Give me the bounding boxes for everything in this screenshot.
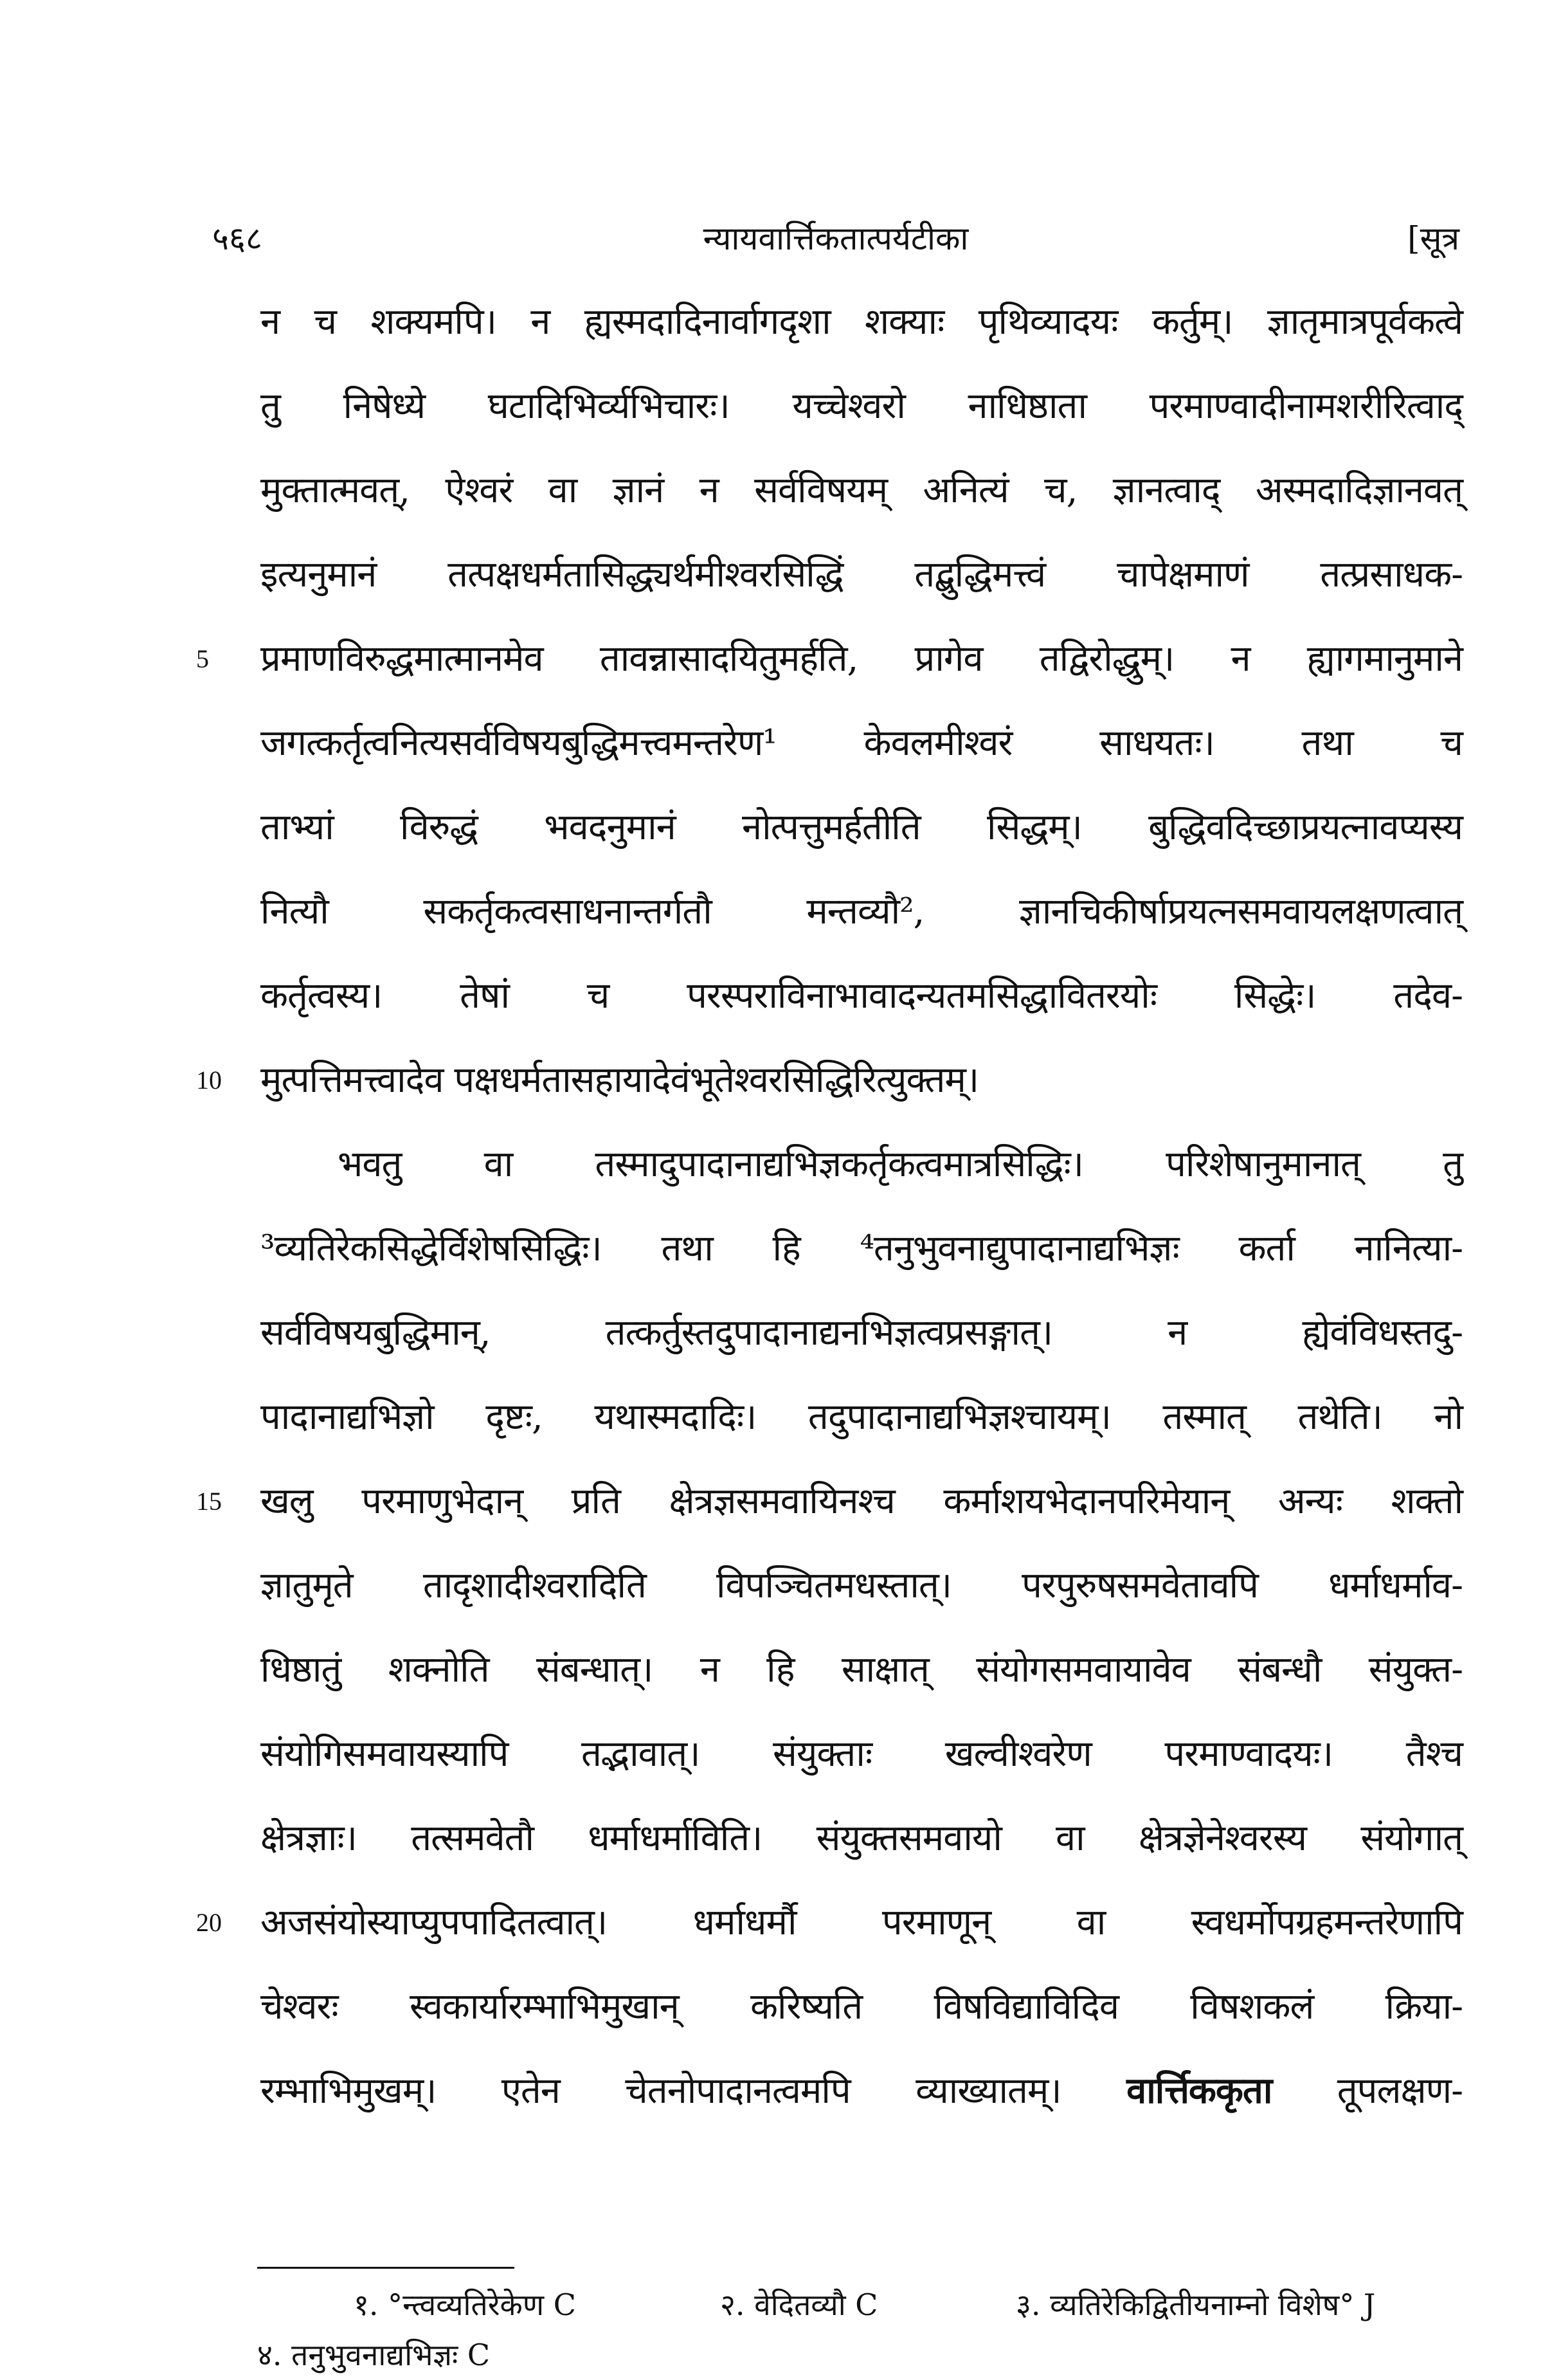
line-text: ताभ्यां विरुद्धं भवदनुमानं नोत्पत्तुमर्हतीति सिद्धम्। बुद्धिवदिच्छाप्रयत्नावप्यस्य [260,806,1463,848]
line-text: भवतु वा तस्मादुपादानाद्यभिज्ञकर्तृकत्वमात्रसिद्धिः। परिशेषानुमानात् तु [338,1143,1463,1185]
page-number: ५६८ [212,220,262,257]
footnote-1: १. °न्त्वव्यतिरेकेण C [354,2287,576,2322]
footnote-2: २. वेदितव्यौ C [720,2287,878,2322]
line-text: तु निषेध्ये घटादिभिर्व्यभिचारः। यच्चेश्वरो नाधिष्ठाता परमाण्वादीनामशरीरित्वाद् [260,385,1463,427]
text-line [260,1543,1463,1628]
line-text: मुत्पत्तिमत्त्वादेव पक्षधर्मतासहायादेवंभूतेश्वरसिद्धिरित्युक्तम्। [260,1059,979,1101]
text-line [260,1796,1463,1880]
line-number: 10 [196,1066,222,1095]
line-text [260,2049,1463,2133]
text-line [260,1712,1463,1796]
running-title: न्यायवार्त्तिकतात्पर्यटीका [703,220,969,257]
line-number: 15 [196,1487,222,1516]
text-line [260,364,1463,448]
text-line [196,1038,1463,1122]
line-text: सर्वविषयबुद्धिमान्, तत्कर्तुस्तदुपादानाद्यनभिज्ञत्वप्रसङ्गात्। न ह्येवंविधस्तदु- [260,1312,1463,1354]
line-text: क्षेत्रज्ञाः। तत्समवेतौ धर्माधर्माविति। संयुक्तसमवायो वा क्षेत्रज्ञेनेश्वरस्य संयोगात् [260,1817,1463,1859]
text-line [196,1880,1463,1965]
line-text: ज्ञातुमृते तादृशादीश्वरादिति विपञ्चितमधस्तात्। परपुरुषसमवेतावपि धर्माधर्माव- [260,1565,1463,1606]
line-text: चेश्वरः स्वकार्यारम्भाभिमुखान् करिष्यति विषविद्याविदिव विषशकलं क्रिया- [260,1986,1463,2028]
line-text-tail: तूपलक्षण- [1272,2070,1463,2112]
line-text: नित्यौ सकर्तृकत्वसाधनान्तर्गतौ मन्तव्यौ², ज्ञानचिकीर्षाप्रयत्नसमवायलक्षणत्वात् [260,891,1463,932]
text-line [260,1291,1463,1375]
text-line [260,1375,1463,1459]
line-text: ³व्यतिरेकसिद्धेर्विशेषसिद्धिः। तथा हि ⁴तनुभुवनाद्युपादानाद्यभिज्ञः कर्ता नानित्या- [260,1228,1463,1269]
bold-term: वार्त्तिककृता [1126,2069,1272,2112]
text-line [260,869,1463,954]
text-line [260,701,1463,785]
footnote-rule [257,2267,514,2269]
line-text: खलु परमाणुभेदान् प्रति क्षेत्रज्ञसमवायिनश्च कर्माशयभेदानपरिमेयान् अन्यः शक्तो [260,1480,1463,1522]
text-line [196,617,1463,701]
line-text: संयोगिसमवायस्यापि तद्भावात्। संयुक्ताः खल्वीश्वरेण परमाण्वादयः। तैश्च [260,1733,1463,1775]
line-number: 5 [196,644,209,673]
line-text: इत्यनुमानं तत्पक्षधर्मतासिद्ध्यर्थमीश्वरसिद्धिं तद्बुद्धिमत्त्वं चापेक्षमाणं तत्प्रसाधक- [260,554,1463,595]
text-line [260,785,1463,869]
line-text: पादानाद्यभिज्ञो दृष्टः, यथास्मदादिः। तदुपादानाद्यभिज्ञश्चायम्। तस्मात् तथेति। नो [260,1396,1463,1438]
text-line [260,1206,1463,1291]
text-line [260,1122,1463,1206]
line-text: न च शक्यमपि। न ह्यस्मदादिनार्वागदृशा शक्याः पृथिव्यादयः कर्तुम्। ज्ञातृमात्रपूर्वकत्वे [260,301,1463,343]
text-line [260,2049,1463,2133]
line-number: 20 [196,1908,222,1937]
line-text: कर्तृत्वस्य। तेषां च परस्पराविनाभावादन्यतमसिद्धावितरयोः सिद्धेः। तदेव- [260,975,1463,1017]
body-text [196,280,1463,2133]
section-marker: [सूत्र [1407,220,1459,257]
text-line [260,1965,1463,2049]
footnote-3: ३. व्यतिरेकिद्वितीयनाम्नो विशेष° J [1016,2287,1376,2322]
footnote-row [257,2280,1459,2330]
text-line [260,448,1463,532]
line-text: प्रमाणविरुद्धमात्मानमेव तावन्नासादयितुमर्हति, प्रागेव तद्विरोद्धुम्। न ह्यागमानुमाने [260,638,1463,680]
line-text: जगत्कर्तृत्वनित्यसर्वविषयबुद्धिमत्त्वमन्तरेण¹ केवलमीश्वरं साधयतः। तथा च [260,722,1463,764]
text-line [260,280,1463,364]
footnotes [257,2280,1459,2380]
line-text: मुक्तात्मवत्, ऐश्वरं वा ज्ञानं न सर्वविषयम् अनित्यं च, ज्ञानत्वाद् अस्मदादिज्ञानवत् [260,469,1463,511]
line-text-plain: रम्भाभिमुखम्। एतेन चेतनोपादानत्वमपि व्याख्यातम्। [260,2070,1061,2112]
line-text: अजसंयोस्याप्युपपादितत्वात्। धर्माधर्मौ परमाणून् वा स्वधर्मोपग्रहमन्तरेणापि [260,1902,1463,1943]
page-header [212,215,1459,267]
text-line [260,1628,1463,1712]
text-line [196,1459,1463,1543]
footnote-row [257,2330,1459,2380]
text-line [260,954,1463,1038]
text-line [260,532,1463,617]
footnote-4: ४. तनुभुवनाद्यभिज्ञः C [257,2338,491,2372]
line-text: धिष्ठातुं शक्नोति संबन्धात्। न हि साक्षात् संयोगसमवायावेव संबन्धौ संयुक्त- [260,1649,1463,1691]
